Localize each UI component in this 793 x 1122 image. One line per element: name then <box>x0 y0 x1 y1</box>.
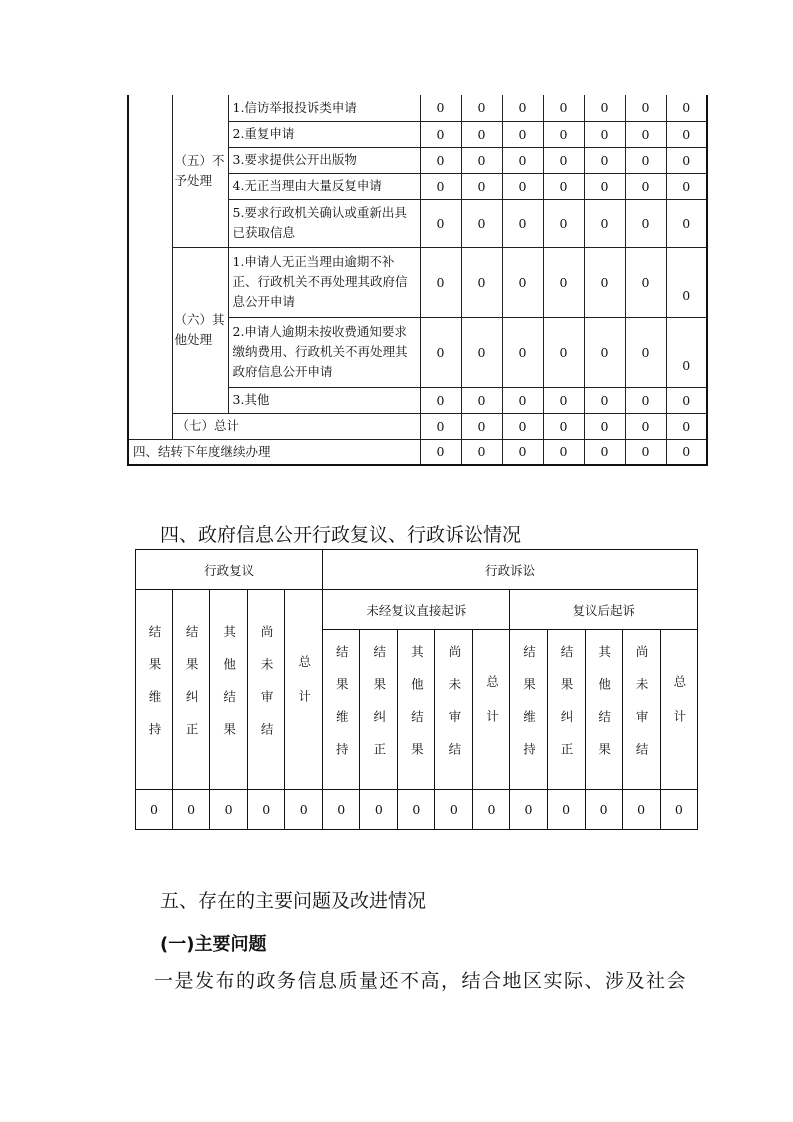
value-cell: 0 <box>666 413 707 439</box>
litigation-col-header: 尚未审结 <box>622 630 660 790</box>
litigation-col-header: 其他结果 <box>398 630 435 790</box>
litigation-col-header: 总计 <box>660 630 697 790</box>
litigation-col-header: 结果维持 <box>510 630 547 790</box>
value-cell: 0 <box>666 147 707 173</box>
value-cell: 0 <box>625 199 666 247</box>
value-cell: 0 <box>660 790 697 830</box>
item-label: 5.要求行政机关确认或重新出具已获取信息 <box>228 199 420 247</box>
value-cell: 0 <box>420 173 461 199</box>
value-cell: 0 <box>461 247 502 317</box>
item-label: 2.申请人逾期未按收费通知要求缴纳费用、行政机关不再处理其政府信息公开申请 <box>228 317 420 387</box>
value-cell: 0 <box>136 790 173 830</box>
value-cell: 0 <box>461 173 502 199</box>
value-cell: 0 <box>420 199 461 247</box>
value-cell: 0 <box>666 121 707 147</box>
value-cell: 0 <box>625 247 666 317</box>
disposal-table <box>127 95 708 466</box>
value-cell: 0 <box>543 173 584 199</box>
value-cell: 0 <box>360 790 398 830</box>
review-col-header: 尚未审结 <box>248 590 285 790</box>
value-cell: 0 <box>666 95 707 121</box>
value-cell: 0 <box>398 790 435 830</box>
review-col-header: 结果维持 <box>136 590 173 790</box>
value-cell: 0 <box>461 147 502 173</box>
value-cell: 0 <box>584 439 625 465</box>
value-cell: 0 <box>502 173 543 199</box>
value-cell: 0 <box>625 317 666 387</box>
section5-paragraph: 一是发布的政务信息质量还不高，结合地区实际、涉及社会 <box>154 970 688 992</box>
value-cell: 0 <box>584 173 625 199</box>
value-cell: 0 <box>461 413 502 439</box>
item-label: 1.信访举报投诉类申请 <box>228 95 420 121</box>
value-cell: 0 <box>510 790 547 830</box>
value-cell: 0 <box>666 199 707 247</box>
group6-label: （六）其他处理 <box>172 247 228 413</box>
review-col-header: 其他结果 <box>210 590 248 790</box>
review-col-header: 总计 <box>285 590 323 790</box>
value-cell: 0 <box>584 199 625 247</box>
litigation-col-header: 结果纠正 <box>547 630 585 790</box>
value-cell: 0 <box>461 317 502 387</box>
value-cell: 0 <box>461 199 502 247</box>
value-cell: 0 <box>584 317 625 387</box>
review-col-header: 结果纠正 <box>173 590 210 790</box>
value-cell: 0 <box>420 247 461 317</box>
review-header: 行政复议 <box>136 550 323 590</box>
review-litigation-table <box>135 549 698 830</box>
value-cell: 0 <box>625 439 666 465</box>
value-cell: 0 <box>625 173 666 199</box>
litigation-col-header: 结果纠正 <box>360 630 398 790</box>
after-review-suit-header: 复议后起诉 <box>510 590 698 630</box>
value-cell: 0 <box>666 439 707 465</box>
value-cell: 0 <box>547 790 585 830</box>
value-cell: 0 <box>584 247 625 317</box>
value-cell: 0 <box>502 147 543 173</box>
value-cell: 0 <box>666 247 707 317</box>
value-cell: 0 <box>210 790 248 830</box>
value-cell: 0 <box>543 317 584 387</box>
value-cell: 0 <box>502 247 543 317</box>
value-cell: 0 <box>502 413 543 439</box>
item-label: 3.要求提供公开出版物 <box>228 147 420 173</box>
value-cell: 0 <box>248 790 285 830</box>
value-cell: 0 <box>420 413 461 439</box>
item-label: 2.重复申请 <box>228 121 420 147</box>
value-cell: 0 <box>543 413 584 439</box>
value-cell: 0 <box>502 439 543 465</box>
value-cell: 0 <box>543 147 584 173</box>
value-cell: 0 <box>625 387 666 413</box>
value-cell: 0 <box>435 790 473 830</box>
blank-cell <box>128 95 172 439</box>
value-cell: 0 <box>543 439 584 465</box>
litigation-col-header: 结果维持 <box>323 630 360 790</box>
value-cell: 0 <box>543 247 584 317</box>
value-cell: 0 <box>323 790 360 830</box>
value-cell: 0 <box>666 317 707 387</box>
value-cell: 0 <box>461 121 502 147</box>
value-cell: 0 <box>543 121 584 147</box>
section5-subtitle: (一)主要问题 <box>160 934 267 955</box>
value-cell: 0 <box>666 387 707 413</box>
value-cell: 0 <box>625 95 666 121</box>
value-cell: 0 <box>461 387 502 413</box>
value-cell: 0 <box>584 147 625 173</box>
value-cell: 0 <box>622 790 660 830</box>
value-cell: 0 <box>584 95 625 121</box>
value-cell: 0 <box>420 147 461 173</box>
value-cell: 0 <box>543 199 584 247</box>
value-cell: 0 <box>420 121 461 147</box>
value-cell: 0 <box>585 790 622 830</box>
value-cell: 0 <box>625 121 666 147</box>
value-cell: 0 <box>543 387 584 413</box>
value-cell: 0 <box>543 95 584 121</box>
value-cell: 0 <box>625 413 666 439</box>
value-cell: 0 <box>420 439 461 465</box>
value-cell: 0 <box>173 790 210 830</box>
carryover-label: 四、结转下年度继续办理 <box>128 439 420 465</box>
value-cell: 0 <box>461 95 502 121</box>
litigation-col-header: 尚未审结 <box>435 630 473 790</box>
value-cell: 0 <box>420 387 461 413</box>
litigation-col-header: 其他结果 <box>585 630 622 790</box>
item-label: 4.无正当理由大量反复申请 <box>228 173 420 199</box>
value-cell: 0 <box>502 387 543 413</box>
section5-title: 五、存在的主要问题及改进情况 <box>160 890 427 912</box>
group5-label: （五）不予处理 <box>172 95 228 247</box>
value-cell: 0 <box>584 413 625 439</box>
litigation-header: 行政诉讼 <box>323 550 698 590</box>
value-cell: 0 <box>502 121 543 147</box>
litigation-col-header: 总计 <box>473 630 510 790</box>
value-cell: 0 <box>420 317 461 387</box>
section4-title: 四、政府信息公开行政复议、行政诉讼情况 <box>160 524 522 546</box>
value-cell: 0 <box>584 121 625 147</box>
value-cell: 0 <box>461 439 502 465</box>
value-cell: 0 <box>584 387 625 413</box>
value-cell: 0 <box>625 147 666 173</box>
total-label: （七）总计 <box>172 413 420 439</box>
value-cell: 0 <box>285 790 323 830</box>
value-cell: 0 <box>502 199 543 247</box>
value-cell: 0 <box>502 317 543 387</box>
value-cell: 0 <box>666 173 707 199</box>
value-cell: 0 <box>502 95 543 121</box>
value-cell: 0 <box>473 790 510 830</box>
item-label: 3.其他 <box>228 387 420 413</box>
direct-suit-header: 未经复议直接起诉 <box>323 590 510 630</box>
value-cell: 0 <box>420 95 461 121</box>
item-label: 1.申请人无正当理由逾期不补正、行政机关不再处理其政府信息公开申请 <box>228 247 420 317</box>
